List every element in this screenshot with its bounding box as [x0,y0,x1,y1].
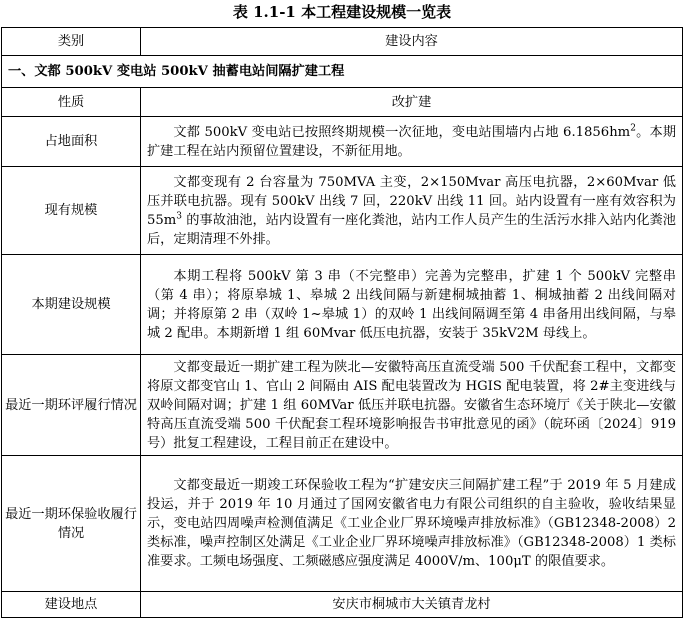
section-title: 一、文都 500kV 变电站 500kV 抽蓄电站间隔扩建工程 [2,56,683,88]
construction-scale-table [1,27,683,618]
row-label-acceptance: 最近一期环保验收履行情况 [2,456,141,592]
header-content: 建设内容 [141,28,683,56]
row-label-nature: 性质 [2,88,141,117]
existing-text-after: 的事故油池，站内设置有一座化粪池，站内工作人员产生的生活污水排入站内化粪池后，定期清理不外排。 [147,212,676,247]
table-row [2,456,683,592]
row-label-area: 占地面积 [2,117,141,167]
row-content-location: 安庆市桐城市大关镇青龙村 [141,592,683,618]
table-row [2,592,683,618]
row-content-area [141,117,683,167]
table-row [2,88,683,117]
row-content-acceptance: 文都变最近一期竣工环保验收工程为“扩建安庆三间隔扩建工程”于 2019 年 5 月建成投运，并于 2019 年 10 月通过了国网安徽省电力有限公司组织的自主验收，验收结果显示，变电站四周噪声检测值满足《工业企业厂界环境噪声排放标准》（GB12348-2008）2 类标准，噪声控制区处满足《工业企业厂界环境噪声排放标准》（GB12348-2008）1 类标准要求。工频电场强度、工频磁感应强度满足 4000V/m、100μT 的限值要求。 [141,456,683,592]
row-label-eia: 最近一期环评履行情况 [2,355,141,456]
header-category: 类别 [2,28,141,56]
area-text-after: 。本期扩建工程在站内预留位置建设，不新征用地。 [147,124,677,159]
table-header-row [2,28,683,56]
table-row [2,255,683,355]
area-text-before: 文都 500kV 变电站已按照终期规模一次征地，变电站围墙内占地 6.1856hm [173,124,631,140]
existing-text-before: 文都变现有 2 台容量为 750MVA 主变，2×150Mvar 高压电抗器，2×60Mvar 低压并联电抗器。现有 500kV 出线 7 回，220kV 出线 11 回。站内设置有一座有效容积为 55m [147,174,676,228]
row-label-existing: 现有规模 [2,167,141,255]
table-row [2,117,683,167]
table-row [2,355,683,456]
row-label-location: 建设地点 [2,592,141,618]
table-title: 表 1.1-1 本工程建设规模一览表 [232,3,452,21]
row-content-nature: 改扩建 [141,88,683,117]
table-row [2,167,683,255]
row-content-existing [141,167,683,255]
volume-unit-superscript: 3 [176,211,183,222]
row-label-scale: 本期建设规模 [2,255,141,355]
section-row [2,56,683,88]
row-content-eia: 文都变最近一期扩建工程为陕北—安徽特高压直流受端 500 千伏配套工程中，文都变将原文都变官山 1、官山 2 间隔由 AIS 配电装置改为 HGIS 配电装置，将 2#主变进线与双岭间隔对调；扩建 1 组 60MVar 低压并联电抗器。安徽省生态环境厅《关于陕北—安徽特高压直流受端 500 千伏配套工程环境影响报告书审批意见的函》（皖环函〔2024〕919 号）批复工程建设，工程目前正在建设中。 [141,355,683,456]
area-unit-superscript: 2 [630,123,636,134]
row-content-scale: 本期工程将 500kV 第 3 串（不完整串）完善为完整串，扩建 1 个 500kV 完整串（第 4 串）；将原皋城 1、皋城 2 出线间隔与新建桐城抽蓄 1、桐城抽蓄 2 出线间隔对调；并将原第 2 串（双岭 1~皋城 1）的双岭 1 出线间隔调至第 4 串备用出线间隔，与皋城 2 配串。本期新增 1 组 60Mvar 低压电抗器，安装于 35kV2M 母线上。 [141,255,683,355]
